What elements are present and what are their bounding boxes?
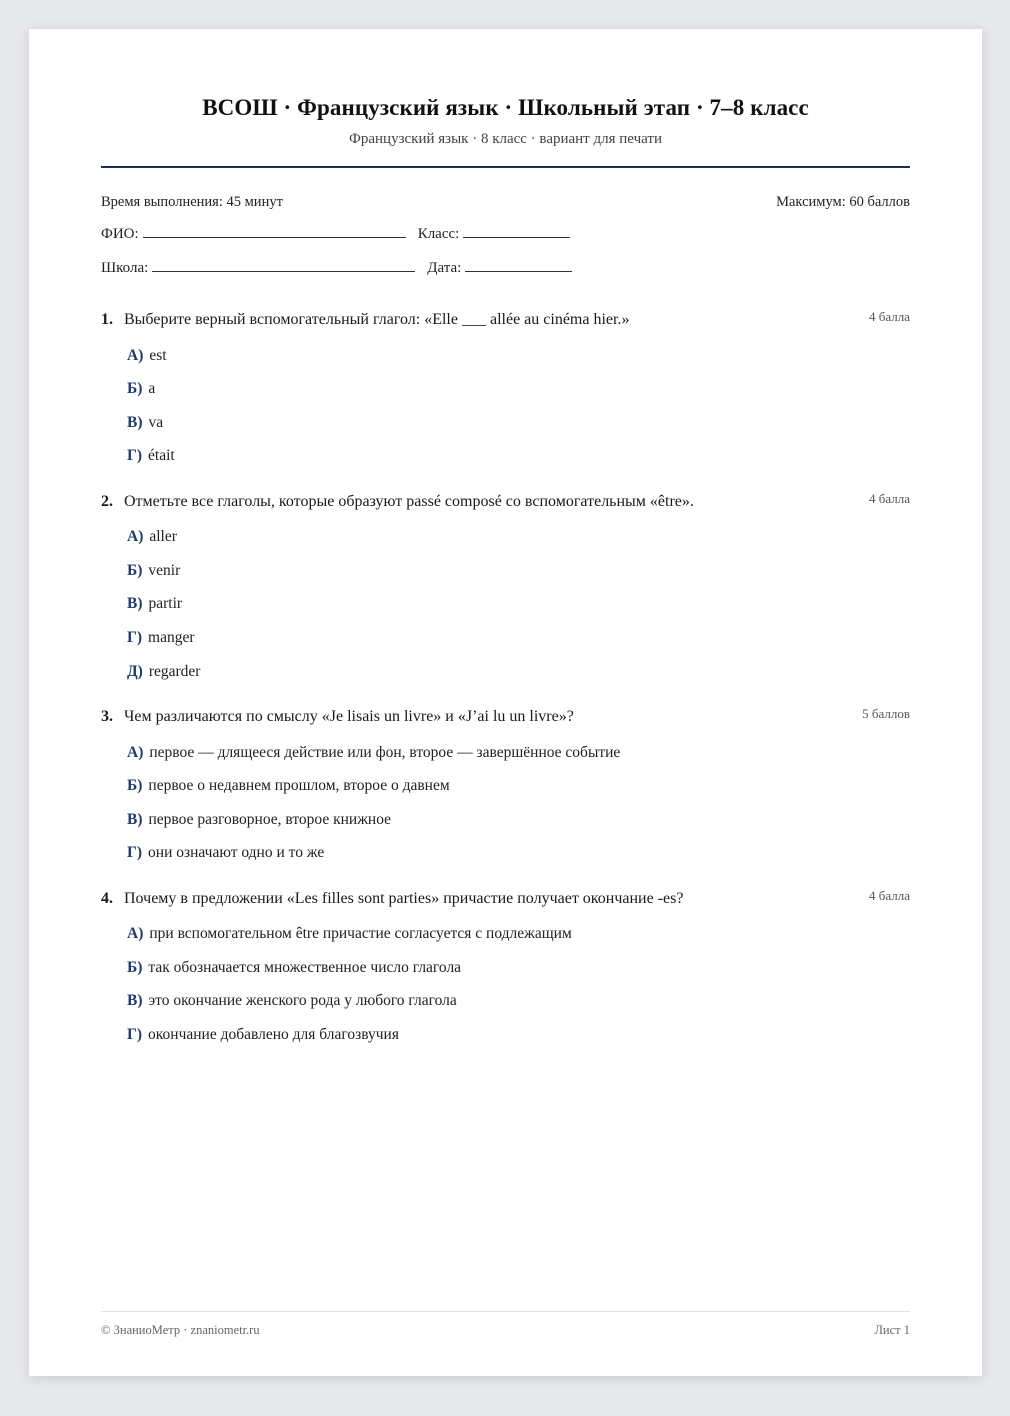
footer-divider xyxy=(101,1311,910,1312)
option-letter: Д) xyxy=(127,663,143,680)
option-letter: Б) xyxy=(127,777,143,794)
option-text: est xyxy=(149,347,167,364)
option-letter: А) xyxy=(127,925,144,942)
option-d[interactable] xyxy=(127,844,324,862)
option-letter: А) xyxy=(127,528,144,545)
page-title: ВСОШ · Французский язык · Школьный этап · 7–8 класс xyxy=(202,95,809,120)
question-points: 4 балла xyxy=(869,888,910,903)
question-text: Отметьте все глаголы, которые образуют passé composé со вспомогательным «être». xyxy=(124,493,694,510)
date-label: Дата: xyxy=(427,260,462,276)
question-number: 1. xyxy=(101,311,113,328)
option-b[interactable] xyxy=(127,562,180,580)
name-label: ФИО: xyxy=(101,226,139,242)
class-label: Класс: xyxy=(417,226,460,242)
option-b[interactable] xyxy=(127,959,461,977)
option-text: так обозначается множественное число глагола xyxy=(148,959,462,976)
option-text: первое разговорное, второе книжное xyxy=(148,811,392,828)
option-letter: А) xyxy=(127,347,144,364)
school-blank[interactable] xyxy=(152,270,415,272)
time-limit: Время выполнения: 45 минут xyxy=(101,194,283,210)
page-sheet xyxy=(29,29,982,1376)
question-points: 4 балла xyxy=(869,309,910,324)
page-subtitle: Французский язык · 8 класс · вариант для печати xyxy=(349,131,662,147)
option-letter: Б) xyxy=(127,959,143,976)
max-score: Максимум: 60 баллов xyxy=(776,194,910,210)
option-letter: Г) xyxy=(127,447,143,464)
option-a[interactable] xyxy=(127,528,177,546)
footer-page-number: Лист 1 xyxy=(874,1323,910,1337)
question-4 xyxy=(101,888,910,1043)
class-blank[interactable] xyxy=(463,236,570,238)
option-c[interactable] xyxy=(127,595,182,613)
option-letter: Г) xyxy=(127,1026,143,1043)
option-text: a xyxy=(148,380,156,397)
question-header xyxy=(101,890,910,912)
option-d[interactable] xyxy=(127,629,195,647)
question-text: Почему в предложении «Les filles sont parties» причастие получает окончание -es? xyxy=(124,890,684,907)
header-divider xyxy=(101,166,910,168)
option-letter: В) xyxy=(127,414,143,431)
option-letter: В) xyxy=(127,992,143,1009)
question-3 xyxy=(101,706,910,861)
question-2 xyxy=(101,491,910,680)
option-letter: В) xyxy=(127,811,143,828)
option-c[interactable] xyxy=(127,811,391,829)
option-d[interactable] xyxy=(127,447,175,465)
option-text: était xyxy=(148,447,175,464)
option-a[interactable] xyxy=(127,925,572,943)
school-date-row xyxy=(101,260,572,277)
option-c[interactable] xyxy=(127,992,457,1010)
option-letter: В) xyxy=(127,595,143,612)
question-text: Выберите верный вспомогательный глагол: «Elle ___ allée au cinéma hier.» xyxy=(124,311,630,328)
question-number: 2. xyxy=(101,493,113,510)
option-text: aller xyxy=(149,528,177,545)
question-header xyxy=(101,708,910,730)
option-letter: Б) xyxy=(127,380,143,397)
question-number: 4. xyxy=(101,890,113,907)
question-points: 5 баллов xyxy=(862,706,910,721)
option-text: va xyxy=(148,414,164,431)
option-text: regarder xyxy=(148,663,201,680)
option-d[interactable] xyxy=(127,1026,399,1044)
option-text: venir xyxy=(148,562,181,579)
question-header xyxy=(101,311,910,333)
school-label: Школа: xyxy=(101,260,149,276)
option-text: окончание добавлено для благозвучия xyxy=(148,1026,399,1043)
option-c[interactable] xyxy=(127,414,163,432)
option-letter: Г) xyxy=(127,844,143,861)
option-text: это окончание женского рода у любого глагола xyxy=(148,992,457,1009)
option-text: они означают одно и то же xyxy=(148,844,325,861)
option-letter: А) xyxy=(127,744,144,761)
option-a[interactable] xyxy=(127,347,167,365)
question-text: Чем различаются по смыслу «Je lisais un livre» и «J’ai lu un livre»? xyxy=(124,708,574,725)
option-text: первое о недавнем прошлом, второе о давнем xyxy=(148,777,450,794)
name-class-row xyxy=(101,226,570,243)
option-e[interactable] xyxy=(127,663,200,681)
question-number: 3. xyxy=(101,708,113,725)
option-letter: Г) xyxy=(127,629,143,646)
name-blank[interactable] xyxy=(143,236,406,238)
question-points: 4 балла xyxy=(869,491,910,506)
date-blank[interactable] xyxy=(465,270,572,272)
option-a[interactable] xyxy=(127,744,620,762)
option-letter: Б) xyxy=(127,562,143,579)
question-header xyxy=(101,493,910,515)
option-text: при вспомогательном être причастие согласуется с подлежащим xyxy=(149,925,572,942)
question-1 xyxy=(101,309,910,464)
option-text: manger xyxy=(148,629,195,646)
option-b[interactable] xyxy=(127,380,155,398)
option-text: первое — длящееся действие или фон, второе — завершённое событие xyxy=(149,744,621,761)
footer-copyright: © ЗнаниоМетр · znaniometr.ru xyxy=(101,1323,260,1337)
option-b[interactable] xyxy=(127,777,450,795)
option-text: partir xyxy=(148,595,183,612)
